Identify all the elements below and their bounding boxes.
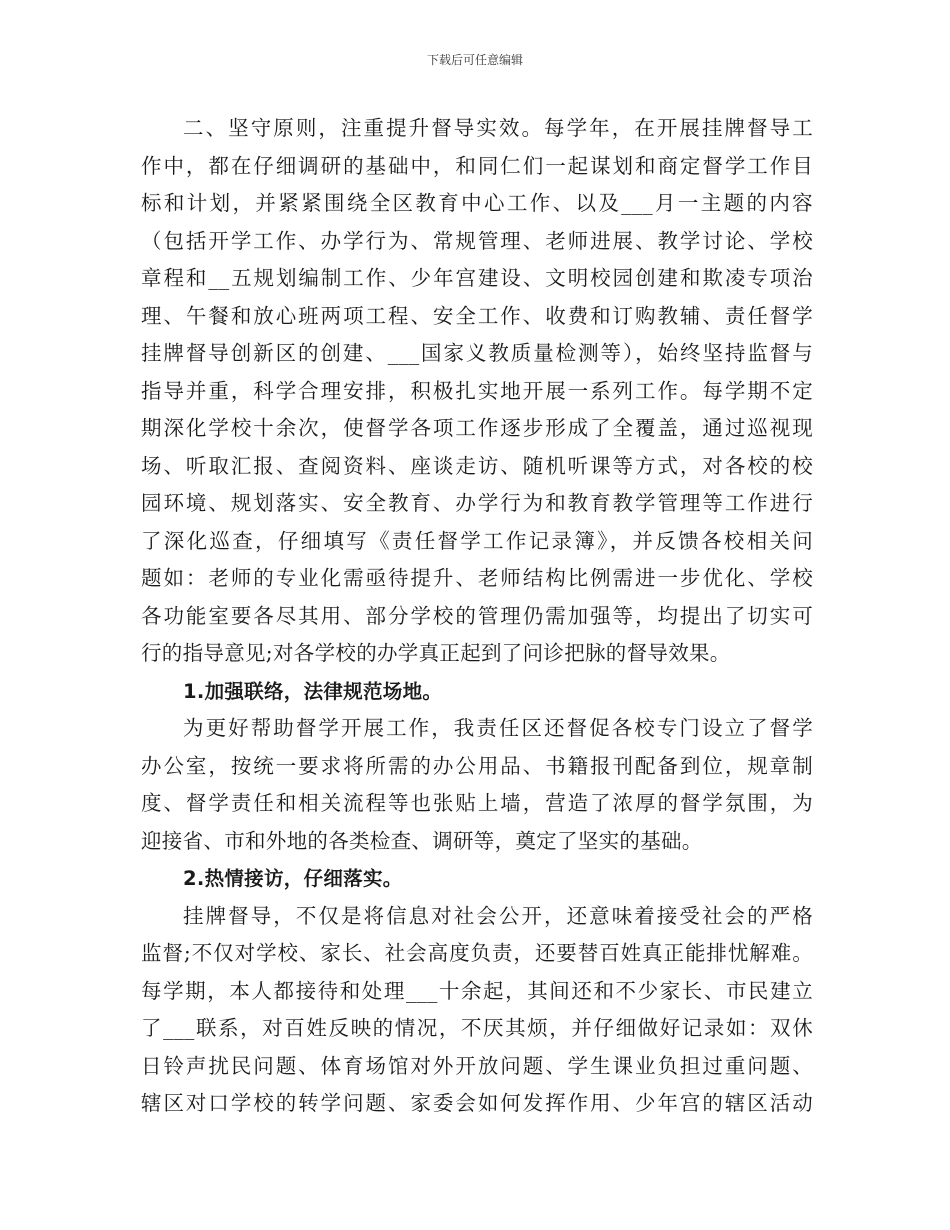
paragraph-line: 每学期，本人都接待和处理___十余起，其间还和不少家长、市民建立 (141, 978, 813, 1003)
paragraph-line: 监督;不仅对学校、家长、社会高度负责，还要替百姓真正能排忧解难。 (141, 941, 813, 965)
paragraph-line: 各功能室要各尽其用、部分学校的管理仍需加强等，均提出了切实可 (141, 603, 813, 628)
paragraph-line: 指导并重，科学合理安排，积极扎实地开展一系列工作。每学期不定 (141, 378, 813, 403)
paragraph-line: 挂牌督导，不仅是将信息对社会公开，还意味着接受社会的严格 (183, 903, 813, 928)
document-body (141, 110, 813, 1123)
paragraph-line: 理、午餐和放心班两项工程、安全工作、收费和订购教辅、责任督学 (141, 303, 813, 328)
paragraph-line: 度、督学责任和相关流程等也张贴上墙，营造了浓厚的督学氛围，为 (141, 791, 813, 815)
section-heading: 1.加强联络，法律规范场地。 (183, 679, 443, 703)
section-heading: 2.热情接访，仔细落实。 (183, 867, 403, 890)
header-note: 下载后可任意编辑 (426, 53, 523, 67)
paragraph-line: 了深化巡查，仔细填写《责任督学工作记录簿》，并反馈各校相关问 (141, 528, 813, 553)
paragraph-line: 章程和__五规划编制工作、少年宫建设、文明校园创建和欺凌专项治 (141, 266, 813, 290)
paragraph-line: 园环境、规划落实、安全教育、办学行为和教育教学管理等工作进行 (141, 491, 813, 515)
paragraph-line: 作中，都在仔细调研的基础中，和同仁们一起谋划和商定督学工作目 (141, 153, 813, 178)
paragraph-line: （包括开学工作、办学行为、常规管理、老师进展、教学讨论、学校 (141, 228, 813, 253)
paragraph-line: 二、坚守原则，注重提升督导实效。每学年，在开展挂牌督导工 (183, 116, 813, 140)
paragraph-line: 场、听取汇报、查阅资料、座谈走访、随机听课等方式，对各校的校 (141, 453, 813, 478)
paragraph-line: 题如：老师的专业化需亟待提升、老师结构比例需进一步优化、学校 (141, 566, 813, 590)
paragraph-line: 为更好帮助督学开展工作，我责任区还督促各校专门设立了督学 (183, 716, 813, 740)
paragraph-line: 标和计划，并紧紧围绕全区教育中心工作、以及___月一主题的内容 (141, 191, 813, 215)
paragraph-line: 辖区对口学校的转学问题、家委会如何发挥作用、少年宫的辖区活动 (141, 1091, 813, 1115)
paragraph-line: 挂牌督导创新区的创建、___国家义教质量检测等），始终坚持监督与 (141, 341, 813, 365)
paragraph-line: 期深化学校十余次，使督学各项工作逐步形成了全覆盖，通过巡视现 (141, 416, 813, 440)
paragraph-line: 行的指导意见;对各学校的办学真正起到了问诊把脉的督导效果。 (141, 641, 731, 665)
paragraph-line: 了___联系，对百姓反映的情况，不厌其烦，并仔细做好记录如：双休 (141, 1016, 813, 1040)
paragraph-line: 日铃声扰民问题、体育场馆对外开放问题、学生课业负担过重问题、 (141, 1053, 813, 1078)
paragraph-line: 迎接省、市和外地的各类检查、调研等，奠定了坚实的基础。 (141, 828, 703, 853)
paragraph-line: 办公室，按统一要求将所需的办公用品、书籍报刊配备到位，规章制 (141, 753, 813, 778)
